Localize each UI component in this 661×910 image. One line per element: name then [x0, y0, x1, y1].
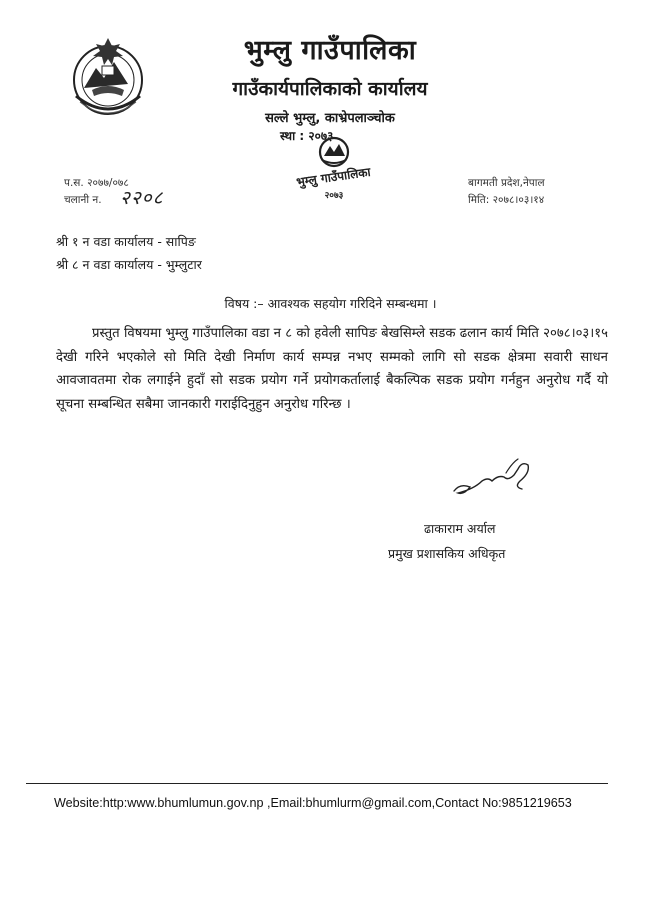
seal-text: भुम्लु गाउँपालिका — [295, 164, 372, 190]
recipient-line: श्री ८ न वडा कार्यालय - भुम्लुटार — [56, 257, 202, 272]
fiscal-year-ref: प.स. २०७७/०७८ — [64, 177, 129, 189]
office-name: भुम्लु गाउँपालिका — [243, 35, 417, 66]
recipient-line: श्री १ न वडा कार्यालय - सापिङ — [56, 234, 196, 249]
nepal-emblem-logo — [62, 32, 154, 124]
province-line: बागमती प्रदेश,नेपाल — [468, 177, 545, 189]
letter-subject: विषय :– आवश्यक सहयोग गरिदिने सम्बन्धमा । — [224, 296, 437, 311]
footer-contact-info: Website:http:www.bhumlumun.gov.np ,Email:bhumlurm@gmail.com,Contact No:9851219653 — [54, 796, 572, 810]
dispatch-number-handwritten: २२०८ — [120, 187, 164, 209]
seal-year: २०७३ — [324, 191, 344, 201]
office-address: सल्ले भुम्लु, काभ्रेपलाञ्चोक — [265, 111, 395, 126]
letter-body: प्रस्तुत विषयमा भुम्लु गाउँपालिका वडा न ८ को हवेली सापिङ बेखसिम्ले सडक ढलान कार्य मिति २०७८।०३।१५ देखी गरिने भएकोले सो मिति देखी निर्माण कार्य सम्पन्न नभए सम्मको लागि सो सडक क्षेत्रमा सवारी साधन आवजावतमा रोक लगाईने हुदाँ सो सडक प्रयोग गर्ने प्रयोगकर्तालाई बैकल्पिक सडक प्रयोग गर्नहुन अनुरोध गर्दै यो सूचना सम्बन्धित सबैमा जानकारी गराईदिनुहुन अनुरोध गरिन्छ । — [56, 326, 608, 412]
signer-name: ढाकाराम अर्याल — [424, 521, 496, 536]
office-subtitle: गाउँकार्यपालिकाको कार्यालय — [232, 78, 428, 100]
footer-divider — [26, 783, 608, 784]
dispatch-number-label: चलानी न. — [64, 194, 102, 206]
office-seal-stamp — [284, 126, 384, 206]
letter-date: मिति: २०७८।०३।१४ — [468, 194, 545, 206]
established-line: स्था : २०७३ — [280, 129, 334, 143]
signer-title: प्रमुख प्रशासकिय अधिकृत — [388, 546, 506, 561]
handwritten-signature — [448, 455, 538, 503]
